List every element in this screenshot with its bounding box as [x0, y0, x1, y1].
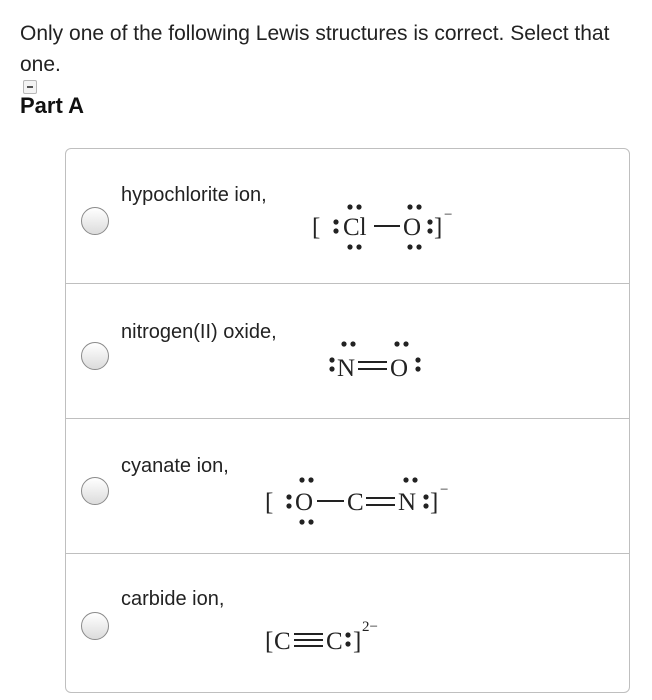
charge: −	[440, 482, 449, 498]
option-cyanate[interactable]	[66, 419, 629, 554]
question-text: Only one of the following Lewis structures is correct. Select that one.	[20, 22, 610, 76]
collapse-icon[interactable]	[23, 80, 37, 94]
bracket-close: ]	[434, 214, 443, 241]
atom-c: C	[347, 489, 364, 516]
option-nitrogen-ii-oxide[interactable]	[66, 284, 629, 419]
atom-cl: Cl	[343, 214, 367, 241]
atom-o: O	[295, 489, 314, 516]
answer-options	[65, 148, 630, 693]
bracket-close: ]	[353, 628, 362, 655]
radio-button-nitrogen-ii-oxide[interactable]	[81, 342, 109, 370]
charge: 2−	[362, 619, 378, 635]
option-label: hypochlorite ion,	[121, 184, 267, 206]
atom-o: O	[390, 355, 409, 382]
radio-button-cyanate[interactable]	[81, 477, 109, 505]
lewis-structure-hypochlorite	[306, 189, 526, 259]
lewis-structure-nitrogen-ii-oxide	[324, 336, 484, 396]
bracket-close: ]	[430, 489, 439, 516]
atom-c2: C	[326, 628, 343, 655]
atom-n: N	[398, 489, 417, 516]
option-label: carbide ion,	[121, 588, 225, 610]
option-label: cyanate ion,	[121, 455, 229, 477]
bracket-open: [	[312, 214, 321, 241]
option-carbide[interactable]	[66, 554, 629, 689]
radio-button-carbide[interactable]	[81, 612, 109, 640]
radio-button-hypochlorite[interactable]	[81, 207, 109, 235]
part-title: Part A	[20, 93, 84, 118]
atom-o: O	[403, 214, 422, 241]
bracket-open: [	[265, 628, 274, 655]
atom-n: N	[337, 355, 356, 382]
option-hypochlorite[interactable]	[66, 149, 629, 284]
lewis-structure-cyanate	[259, 464, 509, 534]
bracket-open: [	[265, 489, 274, 516]
atom-c1: C	[274, 628, 291, 655]
option-label: nitrogen(II) oxide,	[121, 321, 277, 343]
charge: −	[444, 207, 453, 223]
lewis-structure-carbide	[259, 609, 479, 669]
